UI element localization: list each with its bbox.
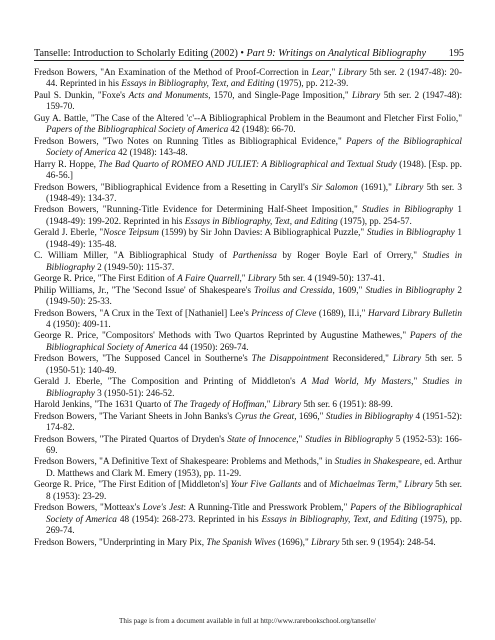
entry-title-italic: Library — [338, 68, 367, 78]
entry-title-italic: Library — [404, 480, 433, 491]
entry-text: (1696)," — [275, 537, 312, 548]
entry-text: 5th ser. 2 (1947-48): 159-70. — [46, 90, 463, 113]
entry-text: 42 (1948): 143-48. — [115, 148, 188, 159]
bibliography-entry — [34, 309, 462, 332]
entry-text: 5 (1952-53): 166-69. — [46, 434, 463, 456]
entry-title-italic: Studies in Bibliography — [46, 251, 462, 273]
entry-title-italic: Library — [247, 274, 277, 285]
entry-title-italic: The Bad Quarto of ROMEO AND JULIET: A Bibliographical and Textual Study — [98, 159, 397, 170]
entry-title-italic: Michaelmas Term — [329, 480, 396, 491]
entry-title-italic: Lear — [311, 68, 330, 78]
entry-text: Fredson Bowers, "Bibliographical Evidence from a Resetting in Caryll's — [34, 182, 312, 193]
entry-title-italic: The Tragedy of Hoffman — [173, 400, 265, 411]
entry-title-italic: Essays in Bibliography, Text, and Editing — [261, 514, 418, 525]
entry-text: ," — [329, 68, 339, 78]
entry-text: (1975), pp. 212-39. — [274, 79, 349, 90]
entry-title-italic: Library — [352, 90, 381, 101]
bibliography-entry — [34, 228, 462, 251]
entry-text: Fredson Bowers, "Two Notes on Running Titles as Bibliographical Evidence," — [34, 136, 346, 147]
bibliography-entry — [34, 538, 462, 549]
entry-text: Reconsidered," — [328, 354, 393, 365]
entry-title-italic: Nosce Teipsum — [103, 228, 159, 239]
entry-text: Gerald J. Eberle, "The Composition and Printing of Middleton's — [34, 377, 301, 388]
entry-text: (1689), II.i," — [316, 308, 368, 319]
entry-title-italic: A Mad World, My Masters — [300, 377, 412, 388]
entry-title-italic: Studies in Bibliography — [325, 411, 414, 422]
entry-title-italic: Papers of the Bibliographical Society of America — [46, 503, 462, 525]
bibliography-entry — [34, 91, 462, 114]
entry-title-italic: Library — [392, 354, 422, 365]
entry-text: , 1609," — [332, 285, 366, 296]
bibliography-entry — [34, 412, 462, 435]
entry-text: 48 (1954): 268-273. Reprinted in his — [116, 514, 262, 525]
bibliography-entry — [34, 205, 462, 228]
bibliography-entry — [34, 331, 462, 354]
entry-title-italic: Library — [395, 182, 424, 193]
bibliography-entry — [34, 400, 462, 411]
entry-text: 44 (1950): 269-74. — [176, 342, 249, 353]
entry-title-italic: Studies in Bibliography — [365, 285, 455, 296]
bibliography-entry — [34, 68, 462, 91]
bibliography-entry — [34, 286, 462, 309]
entry-text: 5th ser. 4 (1949-50): 137-41. — [276, 274, 385, 285]
entry-text: 5th ser. 5 (1950-51): 140-49. — [46, 354, 462, 376]
bibliography-entry — [34, 114, 462, 137]
entry-text: and of — [300, 480, 330, 491]
bibliography-entry — [34, 251, 462, 274]
bibliography-list — [34, 68, 462, 549]
entry-title-italic: Library — [272, 400, 302, 411]
bibliography-entry — [34, 457, 462, 480]
entry-title-italic: Studies in Bibliography — [304, 434, 393, 445]
entry-text: 5th ser. 6 (1951): 88-99. — [301, 400, 393, 411]
entry-text: 2 (1949-50): 115-37. — [94, 262, 175, 273]
entry-text: ," — [296, 434, 305, 445]
entry-title-italic: Cyrus the Great — [234, 411, 295, 422]
entry-text: , 1570, and Single-Page Imposition," — [208, 90, 352, 101]
entry-text: , ed. Arthur D. Matthews and Clark M. Emery (1953), pp. 11-29. — [46, 457, 462, 479]
entry-title-italic: Princess of Cleve — [251, 308, 317, 319]
entry-title-italic: State of Innocence — [227, 434, 297, 445]
entry-text: , 1696," — [294, 411, 326, 422]
entry-text: 4 (1951-52): 174-82. — [46, 411, 463, 434]
entry-text: Fredson Bowers, "A Crux in the Text of [Nathaniel] Lee's — [34, 308, 252, 319]
entry-text: : A Running-Title and Presswork Problem," — [183, 503, 351, 514]
entry-text: 2 (1949-50): 25-33. — [46, 285, 463, 308]
entry-title-italic: Papers of the Bibliographical Society of America — [46, 331, 462, 353]
bibliography-entry — [34, 377, 462, 400]
entry-text: Fredson Bowers, "Underprinting in Mary Pix, — [34, 537, 207, 548]
entry-title-italic: Library — [311, 537, 340, 548]
entry-text: Fredson Bowers, "Running-Title Evidence for Determining Half-Sheet Imposition," — [34, 205, 363, 216]
entry-text: (1975), pp. 269-74. — [46, 514, 462, 537]
entry-text: Fredson Bowers, "A Definitive Text of Shakespeare: Problems and Methods," in — [34, 457, 335, 468]
entry-text: 3 (1950-51): 246-52. — [94, 388, 175, 399]
entry-title-italic: Studies in Bibliography — [46, 377, 462, 399]
entry-title-italic: Papers of the Bibliographical Society of America — [46, 125, 229, 136]
entry-text: Gerald J. Eberle, " — [34, 228, 104, 239]
header-part-label: Part 9: Writings on Analytical Bibliography — [246, 48, 427, 59]
entry-title-italic: Parthenissa — [232, 251, 277, 262]
entry-text: ," — [395, 480, 405, 491]
entry-text: 5th ser. 9 (1954): 248-54. — [339, 537, 436, 548]
running-header — [34, 48, 464, 61]
bibliography-entry — [34, 503, 462, 537]
entry-text: Paul S. Dunkin, "Foxe's — [34, 90, 129, 101]
entry-text: Fredson Bowers, "An Examination of the Method of Proof-Correction in — [34, 68, 312, 78]
header-separator: • — [240, 48, 244, 59]
bibliography-entry — [34, 160, 462, 183]
entry-text: 42 (1948): 66-70. — [228, 125, 296, 136]
entry-title-italic: Essays in Bibliography, Text, and Editing — [121, 79, 275, 90]
bibliography-entry — [34, 435, 462, 458]
entry-title-italic: Love's Jest — [142, 503, 184, 514]
entry-title-italic: The Spanish Wives — [206, 537, 276, 548]
entry-text: Philip Williams, Jr., "The 'Second Issue' of Shakespeare's — [34, 285, 254, 296]
entry-text: (1599) by Sir John Davies: A Bibliographical Puzzle," — [158, 228, 367, 239]
page-footer: This page is from a document available in full at http://www.rarebookschool.org/tanselle/ — [119, 617, 376, 625]
entry-text: 5th ser. 3 (1948-49): 134-37. — [46, 182, 462, 204]
entry-text: by Roger Boyle Earl of Orrery," — [276, 251, 423, 262]
header-book-title: Tanselle: Introduction to Scholarly Editing (2002) — [34, 48, 238, 59]
entry-title-italic: Studies in Bibliography — [362, 205, 454, 216]
entry-title-italic: Essays in Bibliography, Text, and Editing — [184, 216, 338, 227]
entry-text: 5th ser. 8 (1953): 23-29. — [46, 480, 462, 502]
page-number: 195 — [448, 48, 464, 59]
entry-title-italic: Papers of the Bibliographical Society of America — [46, 136, 462, 159]
entry-text: Harold Jenkins, "The 1631 Quarto of — [34, 400, 174, 411]
bibliography-entry — [34, 183, 462, 206]
entry-text: ," — [239, 274, 248, 285]
entry-title-italic: Studies in Bibliography — [366, 228, 455, 239]
entry-title-italic: The Disappointment — [251, 354, 329, 365]
bibliography-entry — [34, 354, 462, 377]
entry-text: C. William Miller, "A Bibliographical Study of — [34, 251, 233, 262]
entry-text: Fredson Bowers, "The Supposed Cancel in Southerne's — [34, 354, 252, 365]
entry-text: George R. Price, "The First Edition of — [34, 274, 178, 285]
bibliography-entry — [34, 274, 462, 285]
entry-text: Fredson Bowers, "The Variant Sheets in John Banks's — [34, 411, 235, 422]
entry-text: 1 (1948-49): 199-202. Reprinted in his — [46, 205, 462, 227]
entry-text: Harry R. Hoppe, — [34, 159, 99, 170]
entry-text: George R. Price, "Compositors' Methods with Two Quartos Reprinted by Augustine Mathewes," — [34, 331, 410, 342]
entry-title-italic: Sir Salomon — [311, 182, 358, 193]
entry-text: Guy A. Battle, "The Case of the Altered 'c'--A Bibliographical Problem in the Beaumont and Fletcher First Folio," — [34, 113, 462, 124]
entry-title-italic: Acts and Monuments — [128, 90, 209, 101]
entry-text: 1 (1948-49): 135-48. — [46, 228, 463, 250]
entry-title-italic: Studies in Shakespeare — [334, 457, 420, 468]
bibliography-entry — [34, 137, 462, 160]
entry-text: George R. Price, "The First Edition of [Middleton's] — [34, 480, 231, 491]
entry-title-italic: A Faire Quarrell — [177, 274, 240, 285]
entry-text: ," — [411, 377, 423, 388]
entry-title-italic: Harvard Library Bulletin — [367, 308, 462, 319]
entry-text: ," — [264, 400, 273, 411]
bibliography-entry — [34, 480, 462, 503]
entry-title-italic: Your Five Gallants — [230, 480, 301, 491]
entry-text: (1975), pp. 254-57. — [337, 216, 412, 227]
entry-text: Fredson Bowers, "Motteax's — [34, 503, 143, 514]
running-title — [34, 48, 426, 59]
entry-text: Fredson Bowers, "The Pirated Quartos of Dryden's — [34, 434, 228, 445]
entry-text: (1691)," — [357, 182, 396, 193]
entry-text: 5th ser. 2 (1947-48): 20-44. Reprinted in his — [46, 68, 463, 90]
entry-text: (1948). [Esp. pp. 46-56.] — [46, 159, 462, 182]
entry-title-italic: Troilus and Cressida — [254, 285, 333, 296]
entry-text: 4 (1950): 409-11. — [46, 319, 111, 330]
